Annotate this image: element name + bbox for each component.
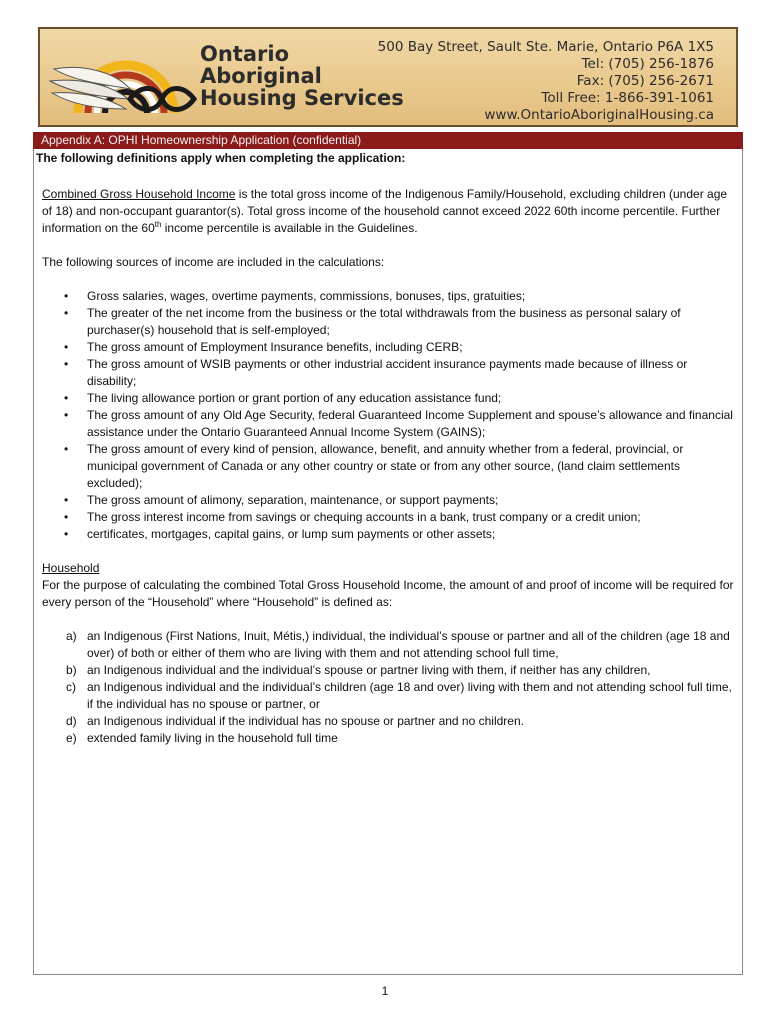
letterhead-banner bbox=[38, 27, 738, 127]
list-item: • The gross interest income from savings or chequing accounts in a bank, trust company or a credit union; bbox=[42, 509, 734, 526]
household-heading: Household bbox=[42, 561, 100, 575]
list-item-text: an Indigenous (First Nations, Inuit, Métis,) individual, the individual’s spouse or partner and all of the children (age 18 and over) of both or either of them who are living with them and not attending school full time, bbox=[87, 629, 730, 660]
appendix-title-bar: Appendix A: OPHI Homeownership Application (confidential) bbox=[33, 132, 743, 149]
list-item: • The greater of the net income from the business or the total withdrawals from the business as personal salary of purchaser(s) household that is self-employed; bbox=[42, 305, 734, 339]
toll-free: Toll Free: 1-866-391-1061 bbox=[541, 90, 714, 106]
list-item bbox=[42, 628, 734, 662]
list-item-text: an Indigenous individual and the individual’s spouse or partner living with them, if neither has any children, bbox=[87, 663, 651, 677]
website: www.OntarioAboriginalHousing.ca bbox=[484, 107, 714, 123]
list-marker: e) bbox=[66, 731, 77, 745]
list-marker: a) bbox=[66, 629, 77, 643]
fax: Fax: (705) 256-2671 bbox=[576, 73, 714, 89]
org-name-line-3: Housing Services bbox=[200, 86, 404, 110]
page-number: 1 bbox=[381, 984, 389, 998]
list-item: • The living allowance portion or grant portion of any education assistance fund; bbox=[42, 390, 734, 407]
definitions-heading: The following definitions apply when completing the application: bbox=[36, 151, 406, 165]
org-name-line-2: Aboriginal bbox=[200, 64, 322, 88]
combined-income-text-a: is the total gross income of the Indigenous Family/Household, excluding children (under age of 18) and non-occupant guarantor(s). Total gross income of the household cannot exceed 2022 60th income percentile. Further information on the 60 bbox=[42, 187, 728, 235]
list-item: • The gross amount of WSIB payments or other industrial accident insurance payments made because of illness or disability; bbox=[42, 356, 734, 390]
address: 500 Bay Street, Sault Ste. Marie, Ontario P6A 1X5 bbox=[377, 39, 714, 55]
combined-income-text-b: income percentile is available in the Guidelines. bbox=[161, 221, 418, 235]
list-item bbox=[42, 730, 734, 747]
definitions-content bbox=[42, 186, 734, 747]
ontario-aboriginal-housing-logo bbox=[48, 35, 198, 123]
list-item: • Gross salaries, wages, overtime payments, commissions, bonuses, tips, gratuities; bbox=[42, 288, 734, 305]
list-item: • The gross amount of alimony, separation, maintenance, or support payments; bbox=[42, 492, 734, 509]
list-marker: b) bbox=[66, 663, 77, 677]
list-item bbox=[42, 679, 734, 713]
combined-income-term: Combined Gross Household Income bbox=[42, 187, 236, 201]
contact-block bbox=[378, 39, 714, 124]
list-item-text: extended family living in the household full time bbox=[87, 731, 338, 745]
superscript-th: th bbox=[154, 220, 162, 229]
household-definition-list bbox=[42, 628, 734, 747]
list-marker: c) bbox=[66, 680, 76, 694]
list-item: • The gross amount of every kind of pension, allowance, benefit, and annuity whether from a federal, provincial, or municipal government of Canada or any other country or state or from any other source, (land claim settlements excluded); bbox=[42, 441, 734, 492]
list-item bbox=[42, 662, 734, 679]
combined-income-definition bbox=[42, 186, 734, 237]
list-item-text: an Indigenous individual and the individual’s children (age 18 and over) living with them and not attending school full time, if the individual has no spouse or partner, or bbox=[87, 680, 732, 711]
organization-name bbox=[200, 43, 404, 109]
list-item: • The gross amount of any Old Age Security, federal Guaranteed Income Supplement and spouse’s allowance and financial assistance under the Ontario Guaranteed Annual Income System (GAINS); bbox=[42, 407, 734, 441]
list-item: • certificates, mortgages, capital gains, or lump sum payments or other assets; bbox=[42, 526, 734, 543]
list-marker: d) bbox=[66, 714, 77, 728]
list-item-text: an Indigenous individual if the individual has no spouse or partner and no children. bbox=[87, 714, 524, 728]
telephone: Tel: (705) 256-1876 bbox=[581, 56, 714, 72]
income-sources-intro: The following sources of income are included in the calculations: bbox=[42, 255, 385, 269]
list-item: • The gross amount of Employment Insurance benefits, including CERB; bbox=[42, 339, 734, 356]
org-name-line-1: Ontario bbox=[200, 42, 289, 66]
household-intro: For the purpose of calculating the combined Total Gross Household Income, the amount of and proof of income will be required for every person of the “Household” where “Household” is defined as: bbox=[42, 578, 734, 609]
list-item bbox=[42, 713, 734, 730]
income-sources-list bbox=[42, 288, 734, 543]
